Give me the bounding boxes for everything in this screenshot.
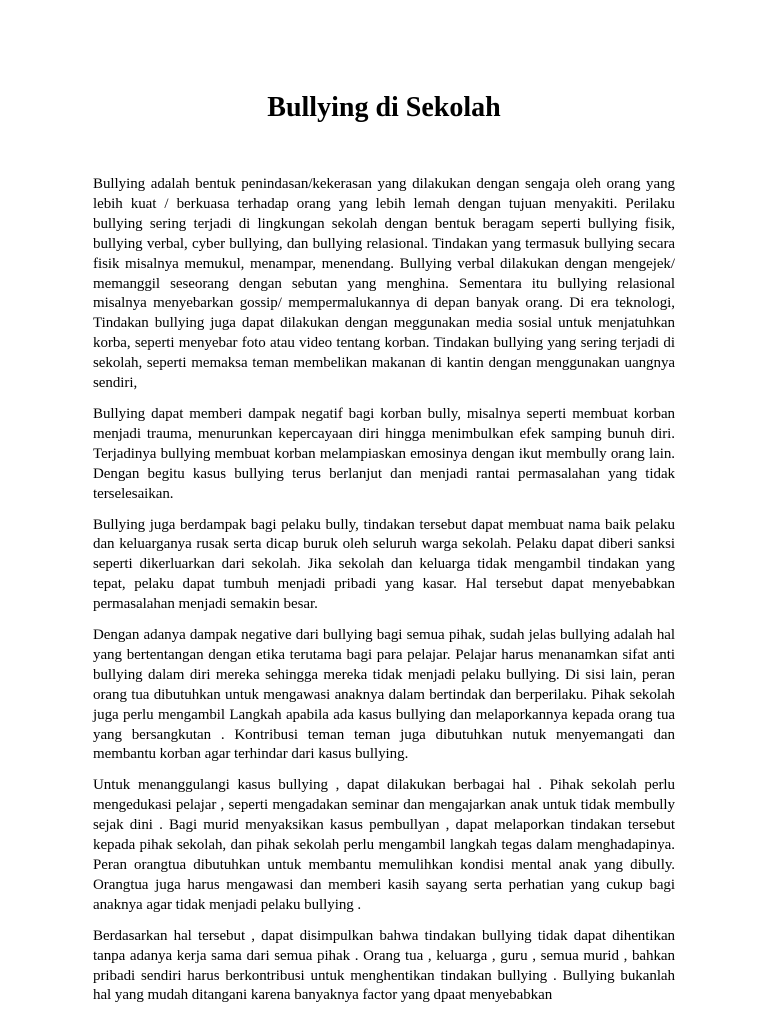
paragraph-1: Bullying adalah bentuk penindasan/kekerasan yang dilakukan dengan sengaja oleh orang yang lebih kuat / berkuasa terhadap orang yang lebih lemah dengan tujuan menyakiti. Perilaku bullying sering terjadi di lingkungan sekolah dengan bentuk beragam seperti bullying fisik, bullying verbal, cyber bullying, dan bullying relasional. Tindakan yang termasuk bullying secara fisik misalnya memukul, menampar, menendang. Bullying verbal dilakukan dengan mengejek/ memanggil seseorang dengan sebutan yang menghina. Sementara itu bullying relasional misalnya menyebarkan gossip/ mempermalukannya di depan banyak orang. Di era teknologi, Tindakan bullying juga dapat dilakukan dengan meggunakan media sosial untuk menjatuhkan korba, seperti menyebar foto atau video tentang korban. Tindakan bullying yang sering terjadi di sekolah, seperti memaksa teman membelikan makanan di kantin dengan menggunakan uangnya sendiri, [93, 176, 675, 392]
paragraph-3: Bullying juga berdampak bagi pelaku bully, tindakan tersebut dapat membuat nama baik pelaku dan keluarganya rusak serta dicap buruk oleh seluruh warga sekolah. Pelaku dapat diberi sanksi seperti dikerluarkan dari sekolah. Jika sekolah dan keluarga tidak mengambil tindakan yang tepat, pelaku dapat tumbuh menjadi pribadi yang kasar. Hal tersebut dapat menyebabkan permasalahan menjadi semakin besar. [93, 516, 675, 613]
paragraph-5: Untuk menanggulangi kasus bullying , dapat dilakukan berbagai hal . Pihak sekolah perlu mengedukasi pelajar , seperti mengadakan seminar dan mengajarkan anak untuk tidak membully sejak dini . Bagi murid menyaksikan kasus pembullyan , dapat melaporkan tindakan tersebut kepada pihak sekolah, dan pihak sekolah perlu mengambil langkah tegas dalam menghadapinya. Peran orangtua dibutuhkan untuk membantu memulihkan kondisi mental anak yang dibully. Orangtua juga harus mengawasi dan memberi kasih sayang serta perhatian yang cukup bagi anaknya agar tidak menjadi pelaku bullying . [93, 777, 675, 913]
paragraph-2: Bullying dapat memberi dampak negatif bagi korban bully, misalnya seperti membuat korban menjadi trauma, menurunkan kepercayaan diri hingga menimbulkan efek samping bunuh diri. Terjadinya bullying membuat korban melampiaskan emosinya dengan ikut membully orang lain. Dengan begitu kasus bullying terus berlanjut dan menjadi rantai permasalahan yang tidak terselesaikan. [93, 405, 675, 502]
paragraph-4: Dengan adanya dampak negative dari bullying bagi semua pihak, sudah jelas bullying adalah hal yang bertentangan dengan etika terutama bagi para pelajar. Pelajar harus menanamkan sifat anti bullying dalam diri mereka sehingga mereka tidak menjadi pelaku bullying. Di sisi lain, peran orang tua dibutuhkan untuk mengawasi anaknya dalam bertindak dan berperilaku. Pihak sekolah juga perlu mengambil Langkah apabila ada kasus bullying dan melaporkannya kepada orang tua yang bersangkutan . Kontribusi teman teman juga dibutuhkan nutuk menyemangati dan membantu korban agar terhindar dari kasus bullying. [93, 627, 675, 763]
paragraph-6: Berdasarkan hal tersebut , dapat disimpulkan bahwa tindakan bullying tidak dapat dihentikan tanpa adanya kerja sama dari semua pihak . Orang tua , keluarga , guru , semua murid , bahkan pribadi sendiri harus berkontribusi untuk menghentikan tindakan bullying . Bullying bukanlah hal yang mudah ditangani karena banyaknya factor yang dpaat menyebabkan [93, 927, 675, 1004]
document-page [93, 88, 675, 1017]
document-title: Bullying di Sekolah [267, 92, 501, 123]
